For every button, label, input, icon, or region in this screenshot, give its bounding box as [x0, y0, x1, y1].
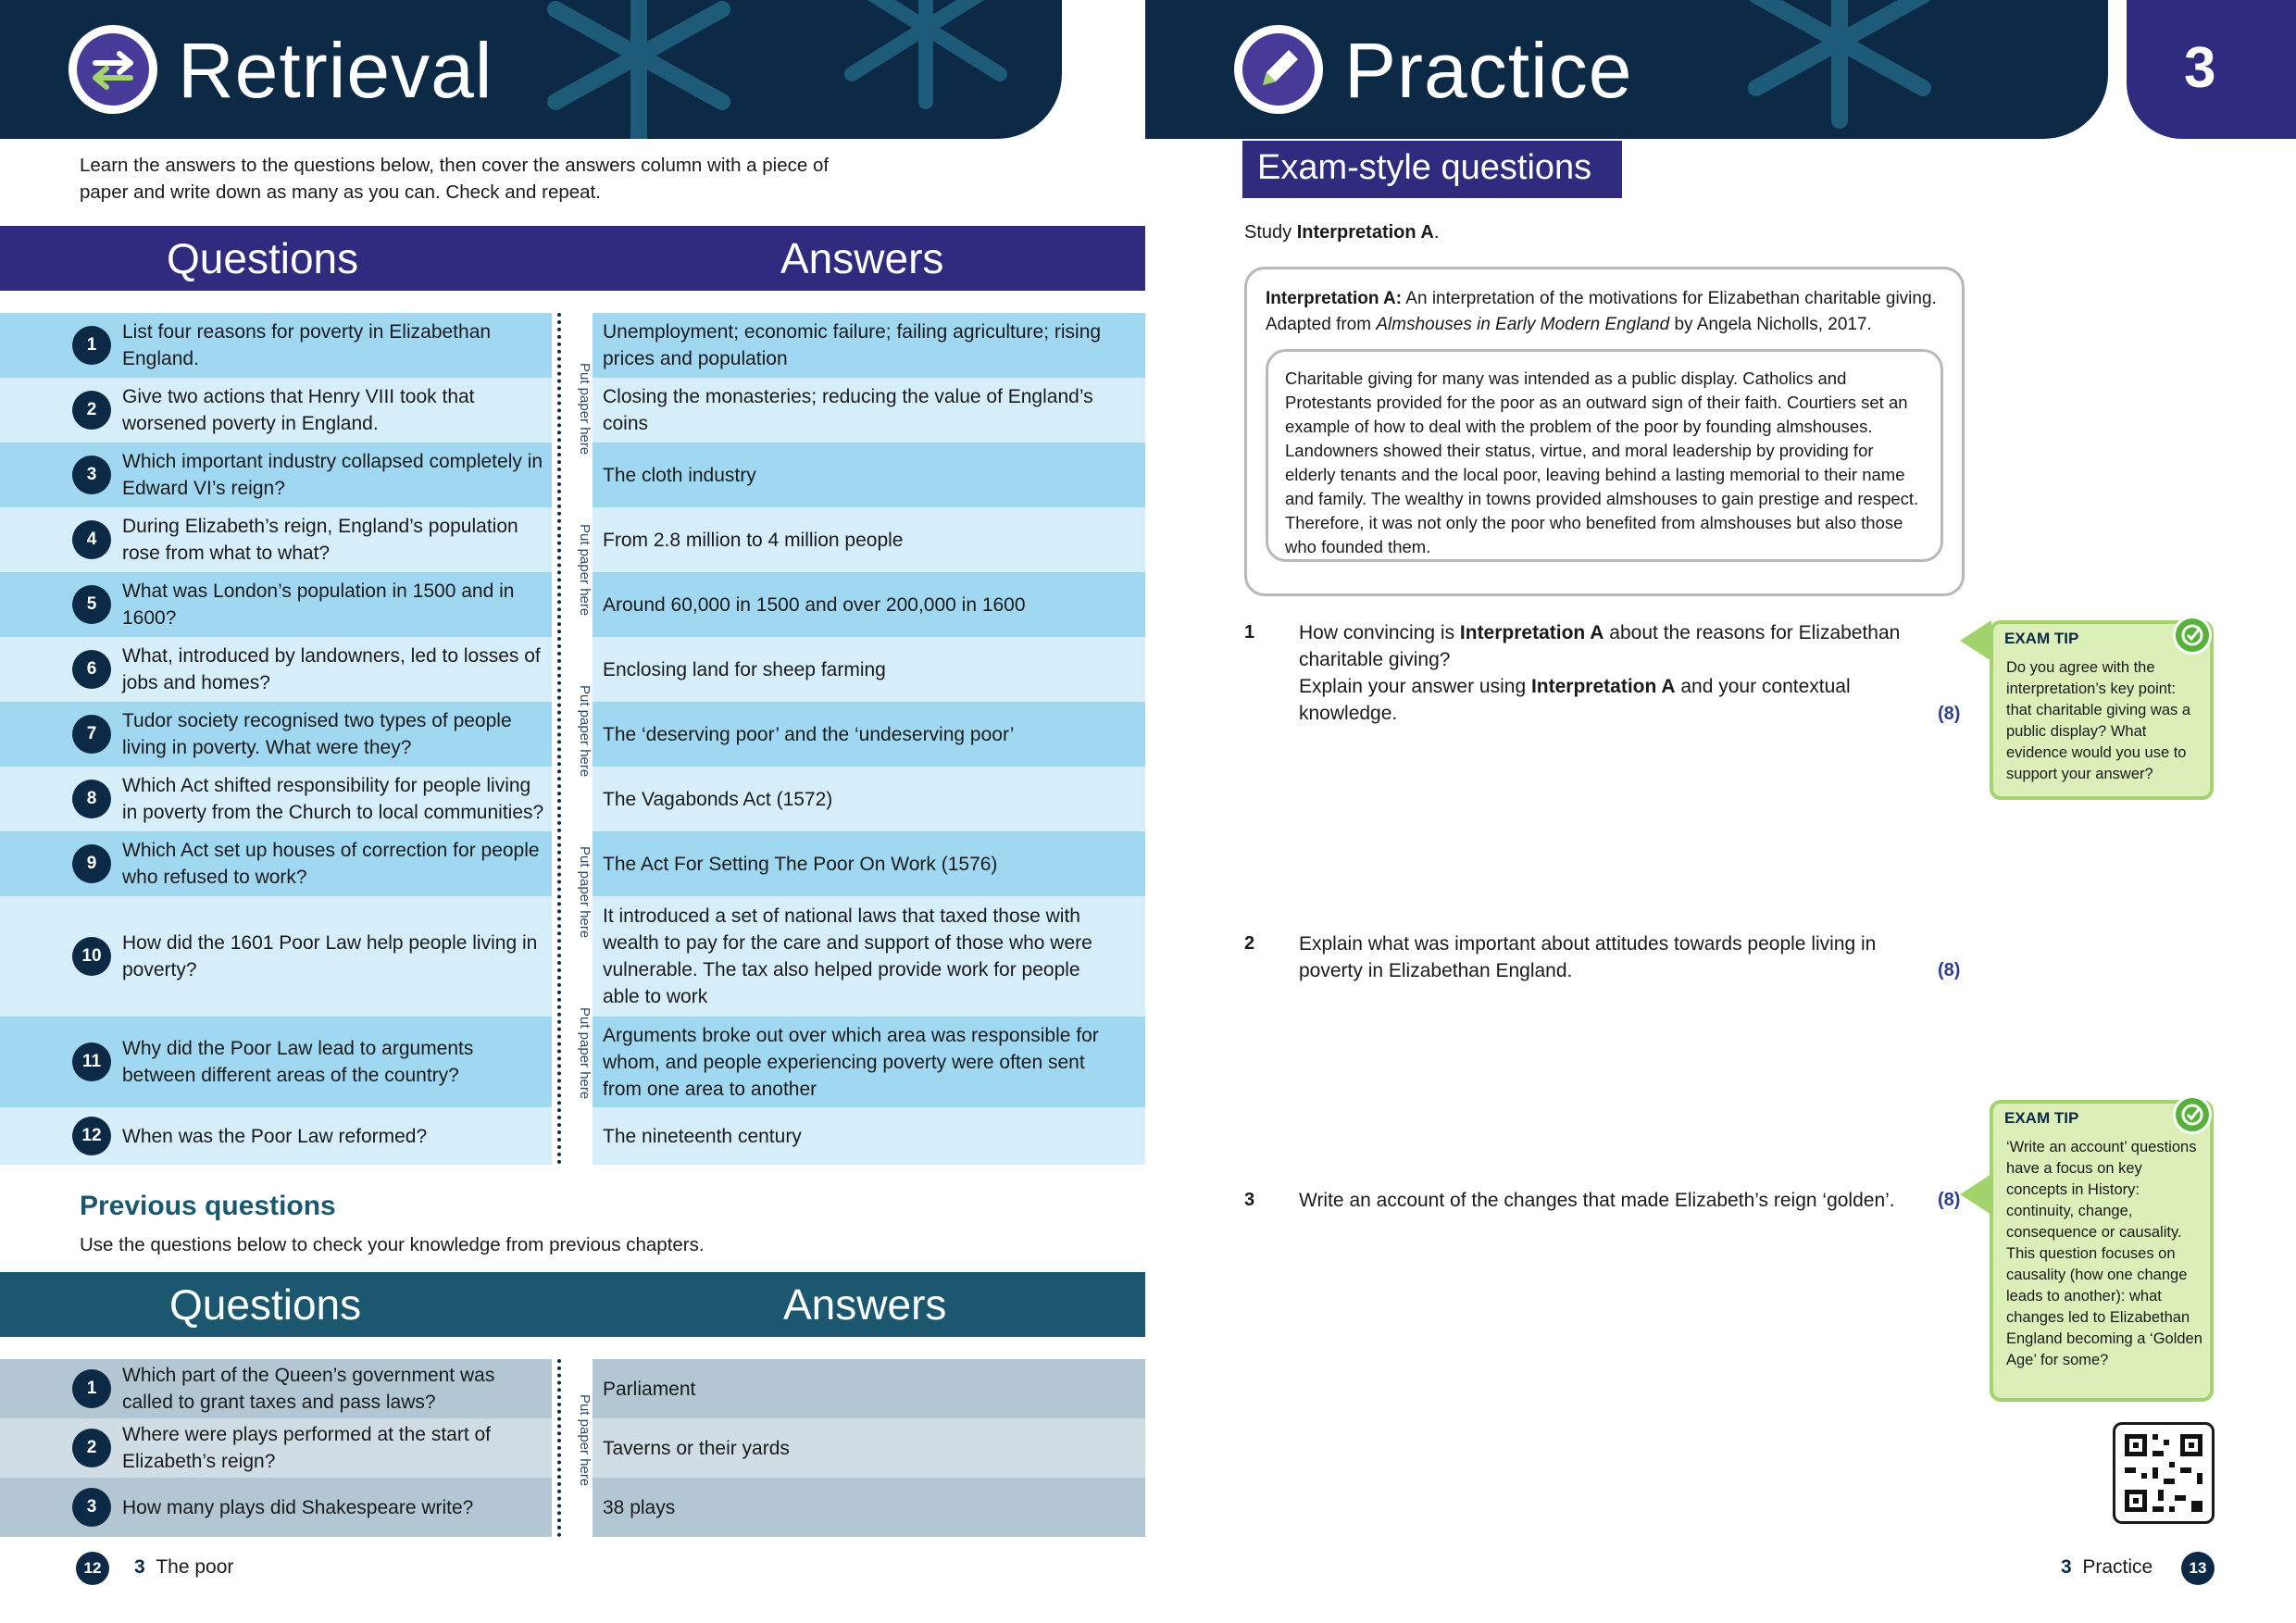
qr-code-icon[interactable]	[2113, 1422, 2215, 1524]
table-row	[0, 443, 1145, 507]
target-check-icon	[2173, 616, 2212, 655]
answer-text: It introduced a set of national laws that taxed those with wealth to pay for the care and support of those who were vulnerable. The tax also helped provide work for people able to work	[603, 905, 1092, 1007]
question-text: Tudor society recognised two types of people living in poverty. What were they?	[122, 710, 512, 758]
put-paper-here-label: Put paper here	[577, 363, 593, 456]
footer-chapter: 3 The poor	[134, 1556, 234, 1578]
answer-text: Unemployment; economic failure; failing agriculture; rising prices and population	[603, 321, 1102, 369]
question-text: Why did the Poor Law lead to arguments between different areas of the country?	[122, 1038, 474, 1086]
question-3-number: 3	[1244, 1190, 1255, 1210]
put-paper-here-label: Put paper here	[577, 685, 593, 778]
answer-text: The Act For Setting The Poor On Work (1576)	[603, 853, 998, 875]
answer-text: Parliament	[603, 1378, 696, 1400]
target-check-icon	[2173, 1095, 2212, 1134]
qa-header-bar	[0, 226, 1145, 291]
answer-text: Closing the monasteries; reducing the value of England’s coins	[603, 386, 1093, 434]
page-number-badge: 12	[76, 1552, 109, 1585]
page-number-badge: 13	[2181, 1552, 2215, 1585]
question-1-text: How convincing is Interpretation A about the reasons for Elizabethan charitable giving? Explain your answer using Interpretation A and your contextual knowledge.	[1299, 622, 1901, 724]
interpretation-box	[1244, 267, 1965, 596]
question-text: List four reasons for poverty in Elizabethan England.	[122, 321, 492, 369]
question-number-badge: 1	[72, 326, 111, 365]
snowflake-decoration-icon	[1719, 0, 1960, 130]
question-1-marks: (8)	[1938, 704, 1961, 724]
page-title: Practice	[1344, 27, 1633, 114]
put-paper-here-label: Put paper here	[577, 1394, 593, 1487]
put-paper-here-label: Put paper here	[577, 524, 593, 617]
previous-intro: Use the questions below to check your knowledge from previous chapters.	[80, 1234, 705, 1255]
questions-header: Questions	[167, 234, 359, 282]
table-row	[0, 1418, 1145, 1478]
answers-header: Answers	[783, 1280, 947, 1329]
table-row	[0, 572, 1145, 637]
question-2-text: Explain what was important about attitudes towards people living in poverty in Elizabethan England.	[1299, 933, 1877, 981]
question-number-badge: 7	[72, 715, 111, 754]
table-row	[0, 896, 1145, 1017]
dotted-divider	[557, 1359, 561, 1537]
exam-tip-2: EXAM TIP ‘Write an account’ questions have a focus on key concepts in History: continuity, change, consequence or causality. This question focuses on causality (how one change leads to another): what changes led to Elizabethan England becoming a ‘Golden Age’ for some?	[1990, 1100, 2214, 1402]
table-row	[0, 507, 1145, 572]
question-1-number: 1	[1244, 622, 1255, 643]
question-text: What, introduced by landowners, led to losses of jobs and homes?	[122, 645, 541, 693]
study-instruction: Study Interpretation A.	[1244, 222, 1440, 243]
interpretation-extract: Charitable giving for many was intended as a public display. Catholics and Protestants provided for the poor as an outward sign of their faith. Courtiers set an example of how to deal with the problem of the poor by founding almshouses. Landowners showed their status, virtue, and moral leadership by providing for elderly tenants and the local poor, leaving behind a lasting memorial to their name and family. The wealthy in towns provided almshouses to gain prestige and respect. Therefore, it was not only the poor who benefited from almshouses but also those who founded them.	[1266, 349, 1943, 562]
dotted-divider	[557, 313, 561, 1165]
table-row	[0, 831, 1145, 896]
pencil-icon	[1234, 25, 1323, 114]
question-number-badge: 1	[72, 1369, 111, 1408]
table-row	[0, 767, 1145, 831]
question-3-marks: (8)	[1938, 1190, 1961, 1210]
question-number-badge: 10	[72, 937, 111, 976]
question-text: How did the 1601 Poor Law help people living in poverty?	[122, 932, 538, 980]
question-number-badge: 2	[72, 391, 111, 430]
tip-arrow-icon	[1960, 1174, 1991, 1215]
answers-header: Answers	[780, 234, 944, 282]
answer-text: Arguments broke out over which area was responsible for whom, and people experiencing poverty were often sent from one area to another	[603, 1024, 1099, 1100]
question-number-badge: 8	[72, 780, 111, 818]
question-text: When was the Poor Law reformed?	[122, 1125, 428, 1147]
page-title: Retrieval	[178, 27, 493, 114]
question-text: How many plays did Shakespeare write?	[122, 1496, 474, 1518]
table-row	[0, 702, 1145, 767]
retrieval-header	[0, 0, 1062, 139]
prev-qa-header-bar	[0, 1272, 1145, 1337]
question-number-badge: 11	[72, 1042, 111, 1081]
question-text: Where were plays performed at the start of Elizabeth’s reign?	[122, 1424, 492, 1472]
questions-header: Questions	[169, 1280, 362, 1329]
question-text: During Elizabeth’s reign, England’s population rose from what to what?	[122, 516, 518, 564]
answer-text: The cloth industry	[603, 464, 756, 486]
table-row	[0, 378, 1145, 443]
question-number-badge: 5	[72, 585, 111, 624]
table-row	[0, 1359, 1145, 1418]
question-number-badge: 2	[72, 1429, 111, 1467]
put-paper-here-label: Put paper here	[577, 1007, 593, 1100]
retrieval-intro: Learn the answers to the questions below, then cover the answers column with a piece of paper and write down as many as you can. Check and repeat.	[80, 155, 830, 203]
previous-questions-title: Previous questions	[80, 1191, 336, 1221]
question-2-number: 2	[1244, 933, 1255, 954]
answer-text: The ‘deserving poor’ and the ‘undeserving poor’	[603, 723, 1015, 745]
answer-text: 38 plays	[603, 1496, 676, 1518]
interpretation-caption: Interpretation A: An interpretation of the motivations for Elizabethan charitable giving. Adapted from Almshouses in Early Modern England by Angela Nicholls, 2017.	[1266, 289, 1937, 334]
snowflake-decoration-icon	[518, 0, 759, 139]
table-row	[0, 1478, 1145, 1537]
table-row	[0, 313, 1145, 378]
question-number-badge: 4	[72, 520, 111, 559]
question-3-text: Write an account of the changes that made Elizabeth’s reign ‘golden’.	[1299, 1190, 1895, 1211]
snowflake-decoration-icon	[815, 0, 1037, 111]
table-row	[0, 1107, 1145, 1165]
question-text: Which Act set up houses of correction for people who refused to work?	[122, 840, 540, 888]
question-text: Give two actions that Henry VIII took that worsened poverty in England.	[122, 386, 475, 434]
tip-arrow-icon	[1960, 620, 1991, 661]
exam-style-heading: Exam-style questions	[1242, 141, 1622, 198]
answer-text: The nineteenth century	[603, 1125, 802, 1147]
question-number-badge: 6	[72, 650, 111, 689]
answer-text: Around 60,000 in 1500 and over 200,000 in 1600	[603, 593, 1026, 616]
answer-text: Taverns or their yards	[603, 1437, 790, 1459]
table-row	[0, 1017, 1145, 1107]
question-text: Which Act shifted responsibility for people living in poverty from the Church to local communities?	[122, 775, 544, 823]
question-number-badge: 3	[72, 1488, 111, 1527]
question-text: Which important industry collapsed completely in Edward VI’s reign?	[122, 451, 543, 499]
question-2-marks: (8)	[1938, 960, 1961, 980]
answer-text: Enclosing land for sheep farming	[603, 658, 886, 680]
put-paper-here-label: Put paper here	[577, 846, 593, 939]
question-number-badge: 12	[72, 1117, 111, 1155]
chapter-tab: 3	[2127, 0, 2296, 139]
question-text: Which part of the Queen’s government was called to grant taxes and pass laws?	[122, 1365, 495, 1413]
exam-tip-1: EXAM TIP Do you agree with the interpretation’s key point: that charitable giving was a public display? What evidence would you use to support your answer?	[1990, 620, 2214, 800]
answer-text: From 2.8 million to 4 million people	[603, 529, 904, 551]
question-number-badge: 9	[72, 844, 111, 883]
footer-chapter: 3 Practice	[2061, 1556, 2153, 1578]
table-row	[0, 637, 1145, 702]
arrows-swap-icon	[69, 25, 157, 114]
question-number-badge: 3	[72, 456, 111, 494]
question-text: What was London’s population in 1500 and in 1600?	[122, 581, 515, 629]
answer-text: The Vagabonds Act (1572)	[603, 788, 833, 810]
